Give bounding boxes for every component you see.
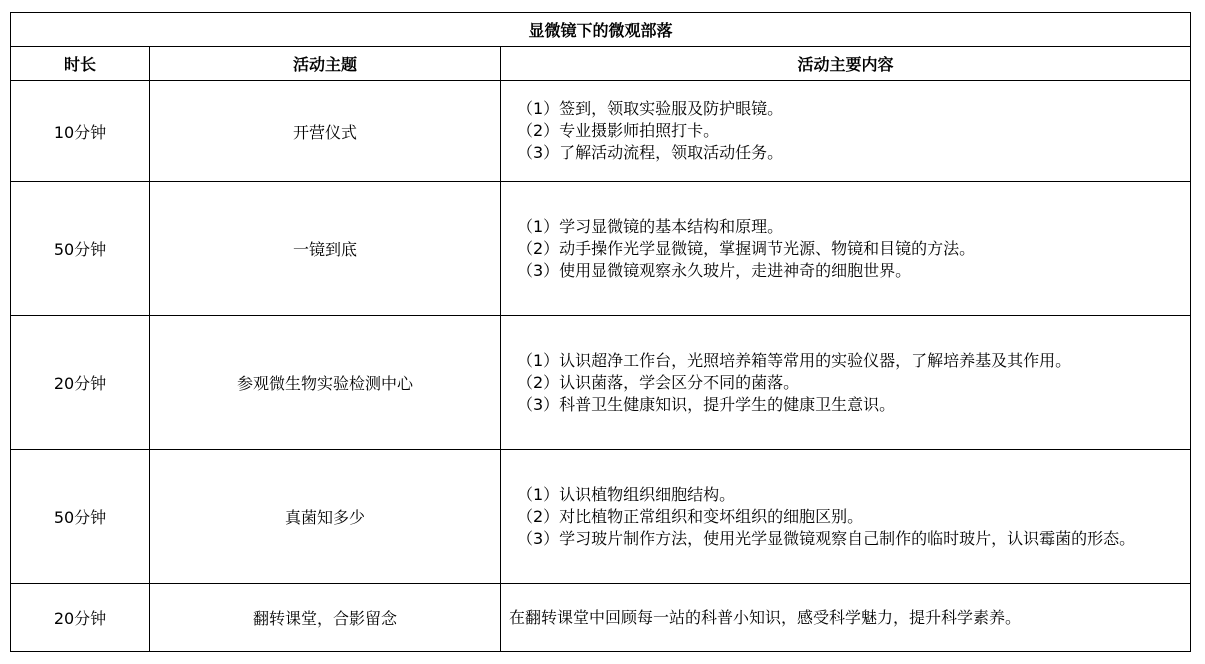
table-row	[11, 316, 1191, 450]
header-theme: 活动主题	[150, 47, 501, 81]
table-row	[11, 81, 1191, 182]
content-item: （3）了解活动流程，领取活动任务。	[517, 143, 784, 162]
table-row	[11, 584, 1191, 652]
theme-cell: 开营仪式	[150, 81, 501, 182]
content-item: 在翻转课堂中回顾每一站的科普小知识，感受科学魅力，提升科学素养。	[509, 607, 1022, 627]
duration-cell: 20分钟	[11, 316, 150, 450]
content-item: （1）认识植物组织细胞结构。	[517, 484, 736, 504]
content-cell	[501, 316, 1191, 450]
content-item: （3）学习玻片制作方法，使用光学显微镜观察自己制作的临时玻片，认识霉菌的形态。	[517, 528, 1136, 548]
table-row	[11, 182, 1191, 316]
theme-cell: 真菌知多少	[150, 450, 501, 584]
content-item: （2）认识菌落，学会区分不同的菌落。	[517, 372, 800, 392]
table-row	[11, 450, 1191, 584]
content-cell	[501, 81, 1191, 182]
content-item: （2）对比植物正常组织和变坏组织的细胞区别。	[517, 506, 864, 526]
content-item: （2）动手操作光学显微镜，掌握调节光源、物镜和目镜的方法。	[517, 238, 976, 258]
theme-cell: 参观微生物实验检测中心	[150, 316, 501, 450]
content-item: （1）认识超净工作台，光照培养箱等常用的实验仪器，了解培养基及其作用。	[517, 350, 1072, 370]
header-row	[11, 47, 1191, 81]
theme-cell: 翻转课堂，合影留念	[150, 584, 501, 652]
content-item: （2）专业摄影师拍照打卡。	[517, 121, 720, 140]
content-cell	[501, 182, 1191, 316]
schedule-table	[10, 12, 1191, 652]
content-item: （3）科普卫生健康知识，提升学生的健康卫生意识。	[517, 394, 896, 414]
duration-cell: 10分钟	[11, 81, 150, 182]
content-cell	[501, 584, 1191, 652]
content-item: （1）学习显微镜的基本结构和原理。	[517, 216, 784, 236]
header-duration: 时长	[11, 47, 150, 81]
content-cell	[501, 450, 1191, 584]
content-item: （3）使用显微镜观察永久玻片，走进神奇的细胞世界。	[517, 260, 912, 280]
theme-cell: 一镜到底	[150, 182, 501, 316]
duration-cell: 50分钟	[11, 450, 150, 584]
table-title: 显微镜下的微观部落	[11, 13, 1191, 47]
duration-cell: 20分钟	[11, 584, 150, 652]
duration-cell: 50分钟	[11, 182, 150, 316]
content-item: （1）签到，领取实验服及防护眼镜。	[517, 99, 784, 118]
header-content: 活动主要内容	[501, 47, 1191, 81]
